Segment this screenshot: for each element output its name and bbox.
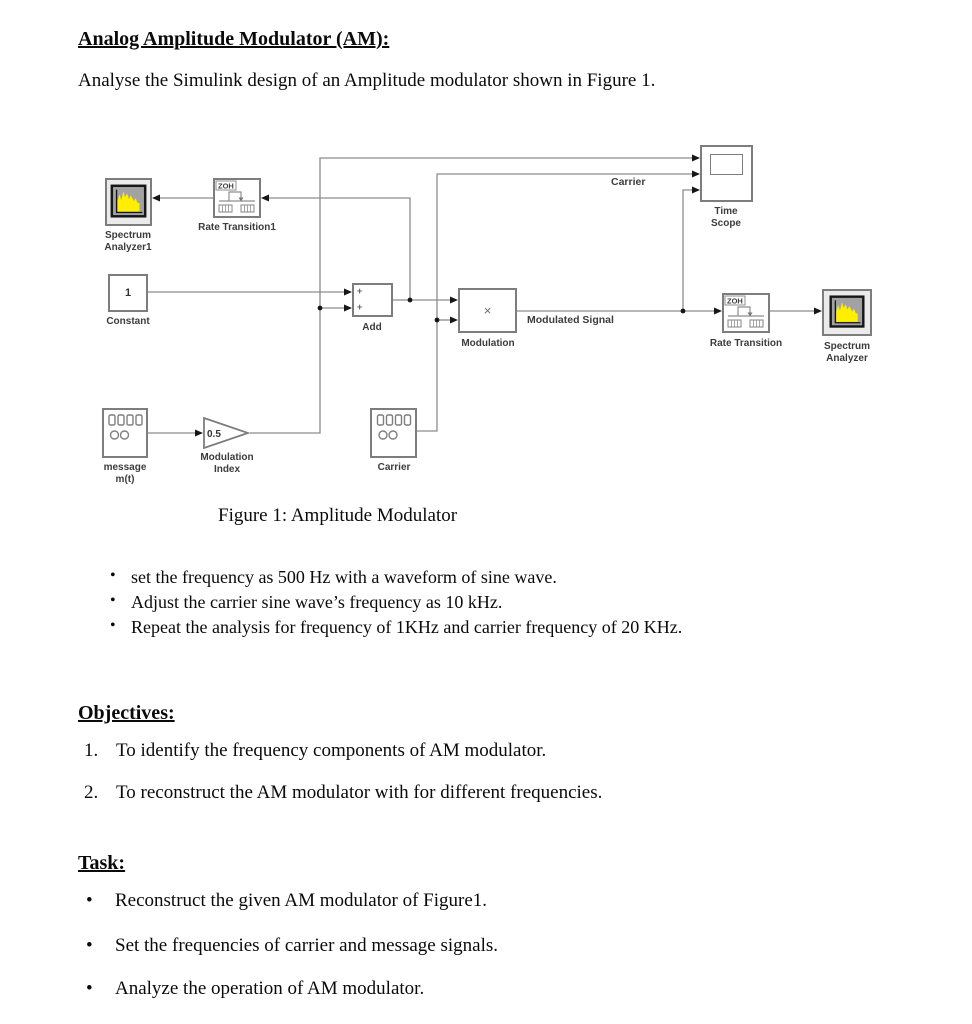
list-item xyxy=(86,935,498,957)
numbered-list-item xyxy=(84,740,546,762)
modulation-label: Modulation xyxy=(461,338,515,349)
zoh-icon xyxy=(215,180,259,216)
spectrum-analyzer-icon xyxy=(825,292,869,333)
label-line: Spectrum xyxy=(823,341,871,352)
list-item xyxy=(86,978,424,1000)
gain-triangle-icon xyxy=(203,417,250,449)
rate-transition-block xyxy=(722,293,770,333)
add-block xyxy=(352,283,393,317)
wire-modulated-branch-to-timescope xyxy=(683,190,692,311)
label-line: message xyxy=(103,462,147,473)
figure-1-simulink-diagram xyxy=(95,140,885,500)
spectrum-analyzer-block xyxy=(822,289,872,336)
list-item-text: Adjust the carrier sine wave’s frequency as 10 kHz. xyxy=(131,592,503,612)
label-line: Analyzer xyxy=(826,353,868,364)
source-waveform-icon xyxy=(372,410,415,456)
time-scope-label xyxy=(696,206,756,230)
constant-value: 1 xyxy=(124,287,132,299)
spectrum-analyzer-icon xyxy=(108,181,149,223)
figure-caption: Figure 1: Amplitude Modulator xyxy=(218,505,458,526)
list-item xyxy=(86,890,487,912)
list-item xyxy=(110,592,502,613)
bullet-glyph: • xyxy=(86,890,93,911)
message-source-block xyxy=(102,408,148,458)
list-item xyxy=(110,567,557,588)
carrier-source-block xyxy=(370,408,417,458)
constant-label: Constant xyxy=(106,316,150,327)
numbered-list-item xyxy=(84,782,602,804)
list-item-text: set the frequency as 500 Hz with a waveform of sine wave. xyxy=(131,567,557,587)
intro-paragraph: Analyse the Simulink design of an Amplitude modulator shown in Figure 1. xyxy=(78,70,656,91)
bullet-glyph: • xyxy=(86,935,93,956)
plus-port-icon: + xyxy=(357,302,363,312)
time-scope-block xyxy=(700,145,753,202)
zoh-text: ZOH xyxy=(218,181,234,191)
task-heading: Task: xyxy=(78,852,126,874)
list-item-text: To identify the frequency components of AM modulator. xyxy=(116,740,547,761)
label-line: Analyzer1 xyxy=(104,242,152,253)
label-line: m(t) xyxy=(115,474,135,485)
add-label: Add xyxy=(362,322,382,333)
zoh-icon xyxy=(724,295,768,331)
zoh-text: ZOH xyxy=(727,296,743,306)
carrier-source-label: Carrier xyxy=(377,462,411,473)
label-line: Modulation xyxy=(200,452,254,463)
spectrum-analyzer1-block xyxy=(105,178,152,226)
scope-screen-icon xyxy=(710,154,743,175)
label-line: Index xyxy=(213,464,241,475)
list-item xyxy=(110,617,682,638)
list-item-text: Reconstruct the given AM modulator of Figure1. xyxy=(115,890,488,911)
label-line: Spectrum xyxy=(104,230,152,241)
bullet-glyph: • xyxy=(86,978,93,999)
list-item-text: Set the frequencies of carrier and message signals. xyxy=(115,935,499,956)
objectives-heading: Objectives: xyxy=(78,702,175,724)
list-item-text: Analyze the operation of AM modulator. xyxy=(115,978,425,999)
message-source-label xyxy=(87,462,163,486)
multiply-icon: × xyxy=(483,303,492,318)
rate-transition-label: Rate Transition xyxy=(709,338,783,349)
carrier-wire-annotation: Carrier xyxy=(611,176,646,188)
modulated-signal-annotation: Modulated Signal xyxy=(527,314,614,326)
spectrum-analyzer-label xyxy=(807,341,887,365)
label-line: Time xyxy=(714,206,738,217)
gain-value: 0.5 xyxy=(207,429,221,440)
bullet-glyph: • xyxy=(110,617,116,634)
rate-transition1-block xyxy=(213,178,261,218)
item-number: 1. xyxy=(84,740,99,761)
modulation-block xyxy=(458,288,517,333)
item-number: 2. xyxy=(84,782,99,803)
source-waveform-icon xyxy=(104,410,146,456)
modulation-index-block xyxy=(203,417,250,449)
spectrum-analyzer1-label xyxy=(85,230,171,254)
page-title: Analog Amplitude Modulator (AM): xyxy=(78,28,390,50)
modulation-index-label xyxy=(191,452,263,476)
bullet-glyph: • xyxy=(110,567,116,584)
label-line: Scope xyxy=(710,218,741,229)
constant-block xyxy=(108,274,148,312)
list-item-text: To reconstruct the AM modulator with for different frequencies. xyxy=(116,782,603,803)
bullet-glyph: • xyxy=(110,592,116,609)
plus-port-icon: + xyxy=(357,286,363,296)
list-item-text: Repeat the analysis for frequency of 1KHz and carrier frequency of 20 KHz. xyxy=(131,617,683,637)
rate-transition1-label: Rate Transition1 xyxy=(198,222,276,233)
